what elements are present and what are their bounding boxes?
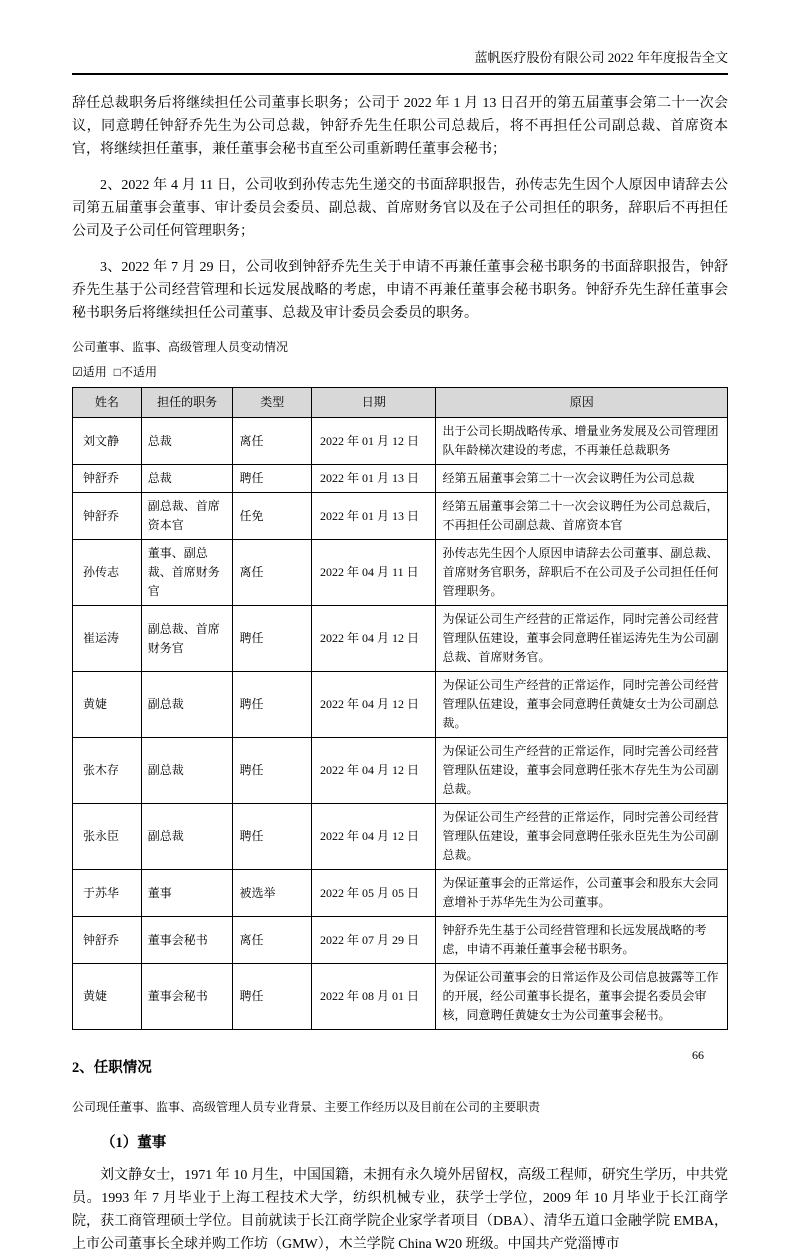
cell-name: 黄婕 — [73, 672, 142, 738]
cell-name: 钟舒乔 — [73, 917, 142, 964]
cell-type: 离任 — [233, 540, 312, 606]
applicable-label: 适用 — [82, 365, 107, 379]
cell-type: 被选举 — [233, 870, 312, 917]
header-type: 类型 — [233, 388, 312, 418]
cell-name: 钟舒乔 — [73, 493, 142, 540]
cell-reason: 为保证董事会的正常运作，公司董事会和股东大会同意增补于苏华先生为公司董事。 — [436, 870, 728, 917]
cell-date: 2022 年 07 月 29 日 — [312, 917, 436, 964]
cell-name: 刘文静 — [73, 418, 142, 465]
table-row — [73, 606, 728, 672]
cell-name: 于苏华 — [73, 870, 142, 917]
cell-date: 2022 年 04 月 12 日 — [312, 672, 436, 738]
cell-reason: 为保证公司生产经营的正常运作，同时完善公司经营管理队伍建设，董事会同意聘任张木存先生为公司副总裁。 — [436, 738, 728, 804]
cell-reason: 为保证公司生产经营的正常运作，同时完善公司经营管理队伍建设，董事会同意聘任张永臣先生为公司副总裁。 — [436, 804, 728, 870]
table-row — [73, 493, 728, 540]
table-row — [73, 738, 728, 804]
table-row — [73, 418, 728, 465]
table-row — [73, 672, 728, 738]
cell-reason: 为保证公司生产经营的正常运作，同时完善公司经营管理队伍建设，董事会同意聘任崔运涛先生为公司副总裁、首席财务官。 — [436, 606, 728, 672]
cell-type: 聘任 — [233, 964, 312, 1030]
cell-position: 董事 — [141, 870, 233, 917]
tenure-section-heading: 2、任职情况 — [72, 1060, 152, 1076]
change-section-intro: 公司董事、监事、高级管理人员变动情况 — [72, 340, 289, 354]
header-name: 姓名 — [73, 388, 142, 418]
table-row — [73, 917, 728, 964]
cell-name: 崔运涛 — [73, 606, 142, 672]
applicable-option — [72, 365, 107, 379]
cell-type: 离任 — [233, 418, 312, 465]
cell-position: 副总裁 — [141, 672, 233, 738]
cell-reason: 出于公司长期战略传承、增量业务发展及公司管理团队年龄梯次建设的考虑，不再兼任总裁职务 — [436, 418, 728, 465]
not-applicable-label: 不适用 — [121, 365, 158, 379]
tenure-section-intro: 公司现任董事、监事、高级管理人员专业背景、主要工作经历以及目前在公司的主要职责 — [72, 1100, 541, 1114]
checkbox-checked-icon: ☑ — [72, 365, 83, 379]
cell-name: 张木存 — [73, 738, 142, 804]
table-row — [73, 964, 728, 1030]
directors-sub-heading: （1）董事 — [101, 1135, 167, 1151]
cell-type: 聘任 — [233, 804, 312, 870]
table-row — [73, 540, 728, 606]
cell-position: 副总裁 — [141, 738, 233, 804]
director-bio-paragraph: 刘文静女士，1971 年 10 月生，中国国籍，未拥有永久境外居留权，高级工程师，研究生学历，中共党员。1993 年 7 月毕业于上海工程技术大学，纺织机械专业，获学士学位，2009 年 10 月毕业于长江商学院，获工商管理硕士学位。目前就读于长江商学院企业家学者项目（DBA）、清华五道口金融学院 EMBA，上市公司董事长全球并购工作坊（GMW），木兰学院 China W20 班级。中国共产党淄博市 — [72, 1168, 728, 1252]
cell-date: 2022 年 08 月 01 日 — [312, 964, 436, 1030]
cell-reason: 经第五届董事会第二十一次会议聘任为公司总裁 — [436, 465, 728, 493]
cell-name: 黄婕 — [73, 964, 142, 1030]
personnel-change-table — [72, 387, 728, 1030]
cell-position: 董事、副总裁、首席财务官 — [141, 540, 233, 606]
cell-position: 董事会秘书 — [141, 917, 233, 964]
cell-position: 总裁 — [141, 465, 233, 493]
cell-name: 孙传志 — [73, 540, 142, 606]
cell-date: 2022 年 04 月 12 日 — [312, 738, 436, 804]
cell-reason: 经第五届董事会第二十一次会议聘任为公司总裁后，不再担任公司副总裁、首席资本官 — [436, 493, 728, 540]
not-applicable-option — [114, 365, 157, 379]
cell-position: 董事会秘书 — [141, 964, 233, 1030]
cell-type: 聘任 — [233, 465, 312, 493]
personnel-table-body — [73, 418, 728, 1030]
cell-type: 聘任 — [233, 606, 312, 672]
cell-position: 副总裁 — [141, 804, 233, 870]
table-header-row — [73, 388, 728, 418]
cell-type: 聘任 — [233, 672, 312, 738]
cell-position: 副总裁、首席资本官 — [141, 493, 233, 540]
table-row — [73, 870, 728, 917]
cell-type: 离任 — [233, 917, 312, 964]
header-reason: 原因 — [436, 388, 728, 418]
cell-position: 副总裁、首席财务官 — [141, 606, 233, 672]
cell-date: 2022 年 04 月 12 日 — [312, 804, 436, 870]
cell-name: 张永臣 — [73, 804, 142, 870]
cell-date: 2022 年 01 月 13 日 — [312, 465, 436, 493]
cell-reason: 为保证公司生产经营的正常运作，同时完善公司经营管理队伍建设，董事会同意聘任黄婕女士为公司副总裁。 — [436, 672, 728, 738]
table-row — [73, 804, 728, 870]
cell-date: 2022 年 04 月 11 日 — [312, 540, 436, 606]
page-number: 66 — [692, 1048, 704, 1062]
header-position: 担任的职务 — [141, 388, 233, 418]
table-row — [73, 465, 728, 493]
report-header — [72, 50, 728, 75]
paragraph-item-3: 3、2022 年 7 月 29 日，公司收到钟舒乔先生关于申请不再兼任董事会秘书职务的书面辞职报告，钟舒乔先生基于公司经营管理和长远发展战略的考虑，申请不再兼任董事会秘书职务。钟舒乔先生辞任董事会秘书职务后将继续担任公司董事、总裁及审计委员会委员的职务。 — [72, 260, 728, 321]
cell-position: 总裁 — [141, 418, 233, 465]
checkbox-unchecked-icon: □ — [113, 365, 122, 379]
cell-reason: 孙传志先生因个人原因申请辞去公司董事、副总裁、首席财务官职务，辞职后不在公司及子公司担任任何管理职务。 — [436, 540, 728, 606]
header-date: 日期 — [312, 388, 436, 418]
cell-date: 2022 年 01 月 13 日 — [312, 493, 436, 540]
cell-reason: 为保证公司董事会的日常运作及公司信息披露等工作的开展，经公司董事长提名，董事会提名委员会审核，同意聘任黄婕女士为公司董事会秘书。 — [436, 964, 728, 1030]
cell-type: 任免 — [233, 493, 312, 540]
report-title: 蓝帆医疗股份有限公司 2022 年年度报告全文 — [474, 50, 728, 65]
paragraph-continuation: 辞任总裁职务后将继续担任公司董事长职务；公司于 2022 年 1 月 13 日召开的第五届董事会第二十一次会议，同意聘任钟舒乔先生为公司总裁，钟舒乔先生任职公司总裁后，将不再担任公司副总裁、首席资本官，将继续担任董事，兼任董事会秘书直至公司重新聘任董事会秘书； — [72, 96, 728, 157]
cell-reason: 钟舒乔先生基于公司经营管理和长远发展战略的考虑，申请不再兼任董事会秘书职务。 — [436, 917, 728, 964]
paragraph-item-2: 2、2022 年 4 月 11 日，公司收到孙传志先生递交的书面辞职报告，孙传志先生因个人原因申请辞去公司第五届董事会董事、审计委员会委员、副总裁、首席财务官以及在子公司担任的职务，辞职后不再担任公司及子公司任何管理职务； — [72, 178, 728, 239]
cell-date: 2022 年 05 月 05 日 — [312, 870, 436, 917]
cell-type: 聘任 — [233, 738, 312, 804]
cell-name: 钟舒乔 — [73, 465, 142, 493]
cell-date: 2022 年 04 月 12 日 — [312, 606, 436, 672]
applicability-line — [72, 364, 728, 380]
cell-date: 2022 年 01 月 12 日 — [312, 418, 436, 465]
